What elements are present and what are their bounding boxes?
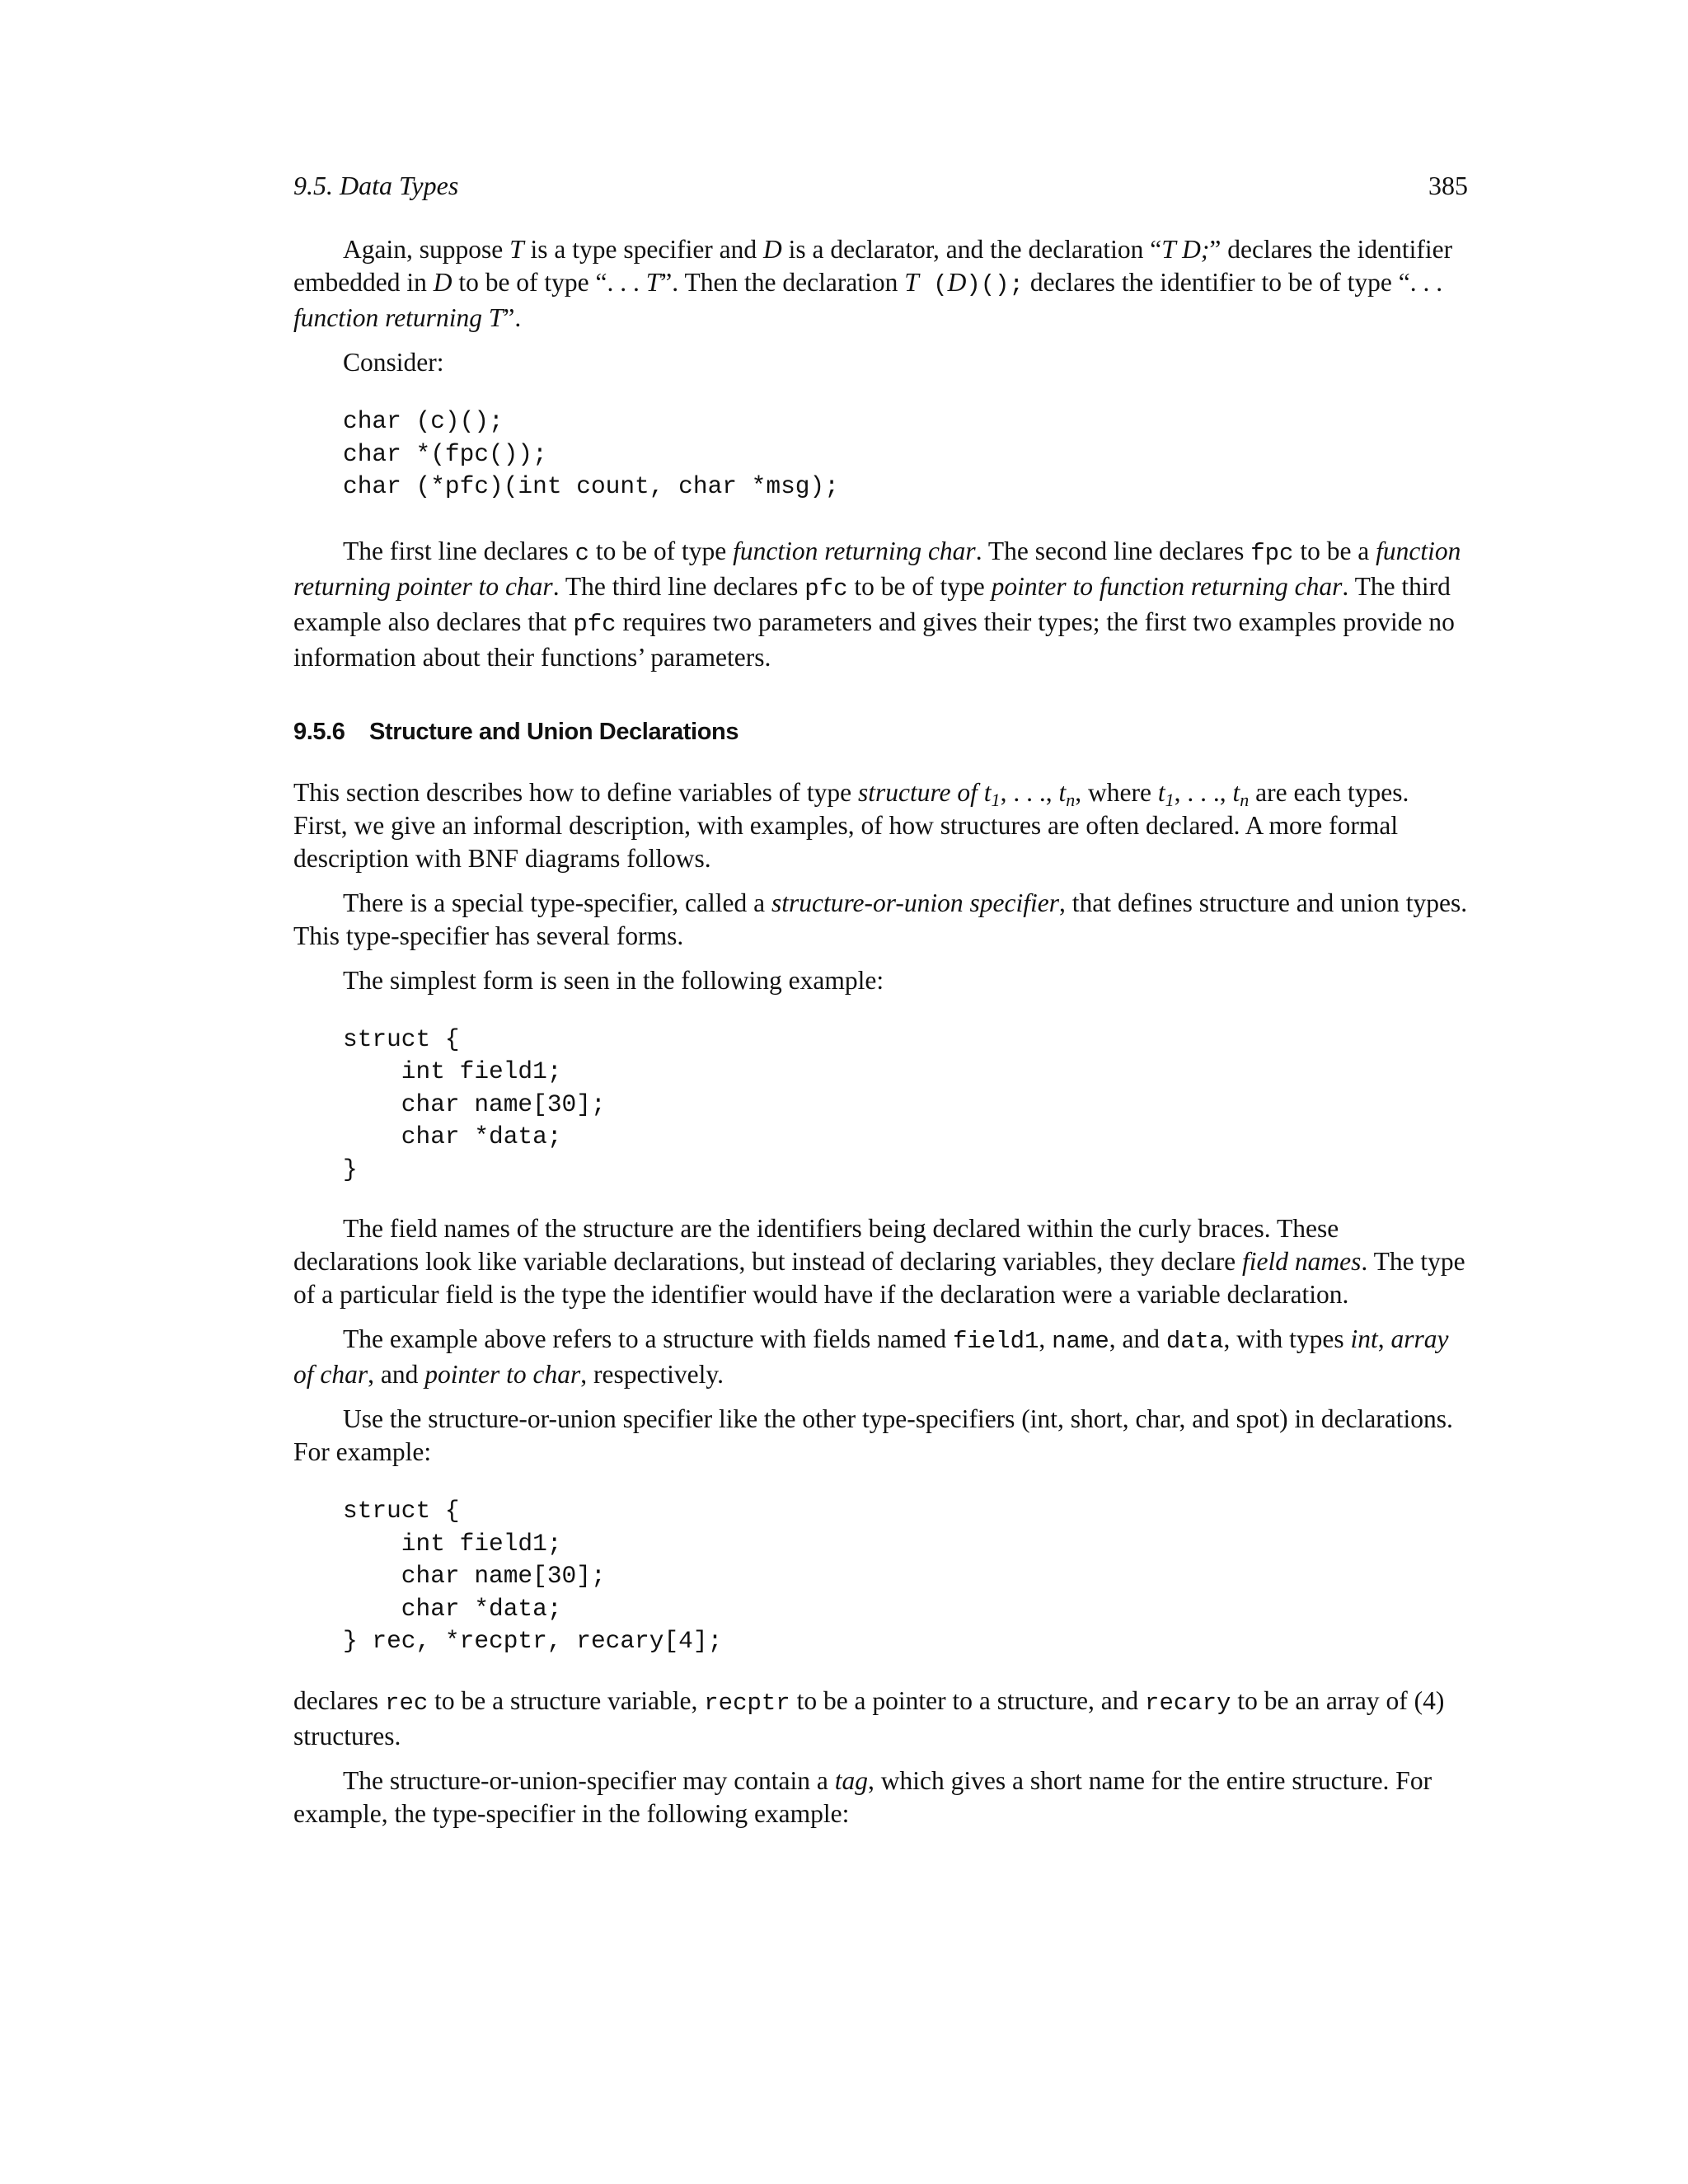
paragraph-structure-intro: This section describes how to define variables of type structure of $t_1$, . . ., $t_n$, where $t_1$, . . ., $t_n$ are each types. First, we give an informal description, with examples, of how structures are often declared. A more formal description with BNF diagrams follows.: [293, 777, 1409, 873]
code-block-struct-example: struct { int field1; char name[30]; char *data; }: [343, 1024, 606, 1183]
paragraph-function-types: The first line declares c to be of type function returning char. The second line declares fpc to be a function returning pointer to char. The third line declares pfc to be of type pointer to function returning char. The third example also declares that pfc requires two parameters and gives their types; the first two examples provide no information about their functions’ parameters.: [293, 536, 1461, 672]
section-title: 9.5. Data Types: [293, 171, 459, 200]
paragraph-tag: The structure-or-union-specifier may contain a tag, which gives a short name for the entire structure. For example, the type-specifier in the following example:: [293, 1765, 1432, 1828]
paragraph-structure-specifier: There is a special type-specifier, called a structure-or-union specifier, that defines structure and union types. This type-specifier has several forms.: [293, 888, 1468, 950]
paragraph-simplest-form: The simplest form is seen in the following example:: [343, 965, 884, 995]
paragraph-declarator-intro: Again, suppose T is a type specifier and D is a declarator, and the declaration “T D;” declares the identifier embedded in D to be of type “. . . T”. Then the declaration T (D)(); declares the identifier to be of type “. . . function returning T”.: [293, 235, 1453, 332]
document-page: [293, 169, 1468, 1830]
subsection-heading: 9.5.6 Structure and Union Declarations: [293, 718, 739, 745]
paragraph-field-names: The field names of the structure are the identifiers being declared within the curly braces. These declarations look like variable declarations, but instead of declaring variables, they declare field names. The type of a particular field is the type the identifier would have if the declaration were a variable declaration.: [293, 1214, 1465, 1309]
paragraph-usage: Use the structure-or-union specifier like the other type-specifiers (int, short, char, and spot) in declarations. For example:: [293, 1404, 1453, 1466]
page-number: 385: [1428, 171, 1468, 200]
code-block-function-declarations: char (c)(); char *(fpc()); char (*pfc)(int count, char *msg);: [343, 407, 839, 500]
paragraph-consider: Consider:: [343, 348, 444, 377]
running-header: [293, 169, 1468, 202]
paragraph-field-types: The example above refers to a structure with fields named field1, name, and data, with types int, array of char, and pointer to char, respectively.: [293, 1324, 1449, 1389]
paragraph-declares-variables: declares rec to be a structure variable, recptr to be a pointer to a structure, and recary to be an array of (4) structures.: [293, 1685, 1445, 1750]
code-block-struct-variables: struct { int field1; char name[30]; char *data; } rec, *recptr, recary[4];: [343, 1497, 723, 1655]
